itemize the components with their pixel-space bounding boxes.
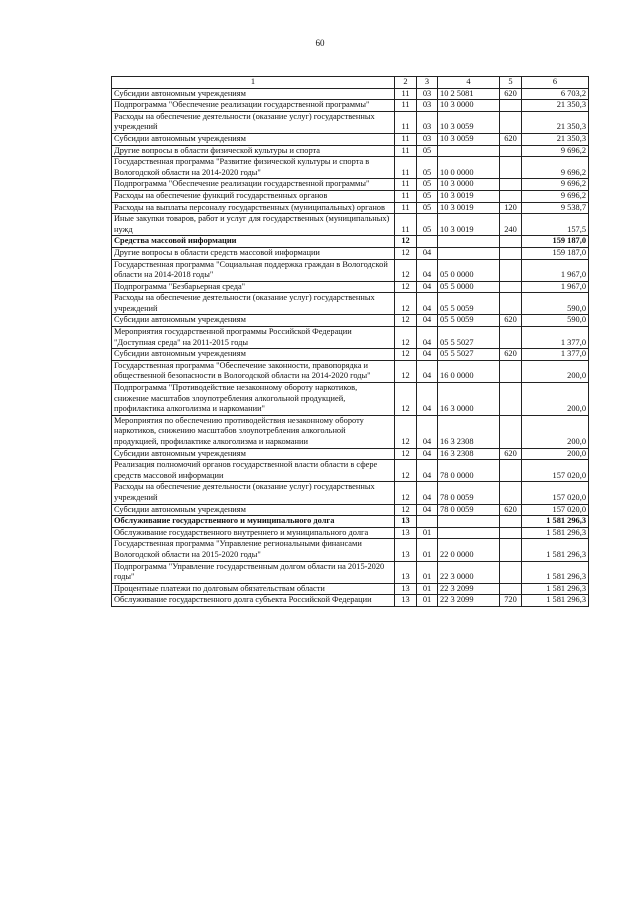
row-section-cell: 12 (395, 247, 417, 259)
row-subsection-cell: 04 (417, 460, 438, 482)
row-section-cell: 12 (395, 315, 417, 327)
row-subsection-cell (417, 516, 438, 528)
row-name-cell: Процентные платежи по долговым обязательствам области (112, 583, 395, 595)
row-expense-type-cell (500, 281, 522, 293)
row-amount-cell: 21 350,3 (522, 100, 589, 112)
row-amount-cell: 1 581 296,3 (522, 527, 589, 539)
table-body (112, 88, 589, 606)
table-row (112, 349, 589, 361)
row-name-cell: Средства массовой информации (112, 236, 395, 248)
row-amount-cell: 6 703,2 (522, 88, 589, 100)
row-subsection-cell: 04 (417, 482, 438, 504)
row-amount-cell: 157,5 (522, 214, 589, 236)
row-subsection-cell: 01 (417, 561, 438, 583)
table-row (112, 383, 589, 416)
row-amount-cell: 9 696,2 (522, 145, 589, 157)
row-target-article-cell: 78 0 0000 (438, 460, 500, 482)
row-expense-type-cell (500, 327, 522, 349)
table-row (112, 100, 589, 112)
row-amount-cell: 157 020,0 (522, 482, 589, 504)
table-row (112, 88, 589, 100)
table-row (112, 448, 589, 460)
row-name-cell: Подпрограмма "Противодействие незаконному обороту наркотиков, снижение масштабов злоупотребления алкогольной продукцией, профилактика алкоголизма и наркомании" (112, 383, 395, 416)
table-row (112, 482, 589, 504)
row-amount-cell: 590,0 (522, 293, 589, 315)
row-subsection-cell: 04 (417, 504, 438, 516)
row-subsection-cell: 04 (417, 281, 438, 293)
row-target-article-cell: 05 5 0059 (438, 315, 500, 327)
row-expense-type-cell: 620 (500, 349, 522, 361)
row-target-article-cell: 16 3 2308 (438, 415, 500, 448)
row-amount-cell: 590,0 (522, 315, 589, 327)
row-target-article-cell: 16 0 0000 (438, 360, 500, 382)
row-target-article-cell: 22 3 0000 (438, 561, 500, 583)
row-subsection-cell: 04 (417, 247, 438, 259)
table-header-row (112, 77, 589, 89)
row-expense-type-cell (500, 293, 522, 315)
row-target-article-cell: 10 3 0019 (438, 190, 500, 202)
table-row (112, 202, 589, 214)
row-name-cell: Подпрограмма "Обеспечение реализации государственной программы" (112, 100, 395, 112)
row-target-article-cell: 10 3 0059 (438, 111, 500, 133)
row-amount-cell: 159 187,0 (522, 247, 589, 259)
row-target-article-cell: 78 0 0059 (438, 482, 500, 504)
row-target-article-cell: 10 3 0019 (438, 214, 500, 236)
row-name-cell: Расходы на обеспечение деятельности (оказание услуг) государственных учреждений (112, 482, 395, 504)
row-subsection-cell: 01 (417, 583, 438, 595)
row-name-cell: Расходы на обеспечение деятельности (оказание услуг) государственных учреждений (112, 111, 395, 133)
row-subsection-cell: 04 (417, 315, 438, 327)
row-name-cell: Государственная программа "Управление региональными финансами Вологодской области на 2015-2020 годы" (112, 539, 395, 561)
row-section-cell: 12 (395, 383, 417, 416)
row-expense-type-cell: 620 (500, 88, 522, 100)
row-subsection-cell: 04 (417, 415, 438, 448)
row-expense-type-cell (500, 460, 522, 482)
row-amount-cell: 1 581 296,3 (522, 595, 589, 607)
row-section-cell: 13 (395, 583, 417, 595)
row-name-cell: Другие вопросы в области физической культуры и спорта (112, 145, 395, 157)
table-row (112, 214, 589, 236)
row-section-cell: 11 (395, 157, 417, 179)
row-expense-type-cell (500, 539, 522, 561)
row-target-article-cell: 05 0 0000 (438, 259, 500, 281)
row-subsection-cell: 03 (417, 111, 438, 133)
row-amount-cell: 200,0 (522, 383, 589, 416)
row-section-cell: 11 (395, 179, 417, 191)
row-section-cell: 13 (395, 516, 417, 528)
row-subsection-cell: 01 (417, 527, 438, 539)
row-name-cell: Подпрограмма "Безбарьерная среда" (112, 281, 395, 293)
row-name-cell: Субсидии автономным учреждениям (112, 349, 395, 361)
row-target-article-cell: 22 3 2099 (438, 583, 500, 595)
row-section-cell: 12 (395, 360, 417, 382)
row-expense-type-cell: 620 (500, 504, 522, 516)
row-amount-cell: 21 350,3 (522, 133, 589, 145)
table-row (112, 327, 589, 349)
row-expense-type-cell (500, 516, 522, 528)
row-section-cell: 13 (395, 595, 417, 607)
row-section-cell: 12 (395, 236, 417, 248)
row-amount-cell: 1 581 296,3 (522, 539, 589, 561)
row-amount-cell: 1 581 296,3 (522, 516, 589, 528)
row-amount-cell: 1 377,0 (522, 327, 589, 349)
row-target-article-cell (438, 145, 500, 157)
row-target-article-cell (438, 247, 500, 259)
row-expense-type-cell (500, 145, 522, 157)
row-name-cell: Другие вопросы в области средств массовой информации (112, 247, 395, 259)
row-amount-cell: 9 696,2 (522, 179, 589, 191)
row-section-cell: 11 (395, 190, 417, 202)
row-subsection-cell: 04 (417, 349, 438, 361)
row-subsection-cell: 05 (417, 179, 438, 191)
row-amount-cell: 200,0 (522, 415, 589, 448)
row-name-cell: Государственная программа "Социальная поддержка граждан в Вологодской области на 2014-2018 годы" (112, 259, 395, 281)
row-target-article-cell (438, 236, 500, 248)
row-expense-type-cell (500, 415, 522, 448)
row-subsection-cell: 04 (417, 448, 438, 460)
table-row (112, 236, 589, 248)
row-expense-type-cell (500, 583, 522, 595)
row-name-cell: Государственная программа "Развитие физической культуры и спорта в Вологодской области на 2014-2020 годы" (112, 157, 395, 179)
table-row (112, 315, 589, 327)
row-target-article-cell: 05 5 0059 (438, 293, 500, 315)
row-expense-type-cell (500, 482, 522, 504)
row-expense-type-cell (500, 561, 522, 583)
row-name-cell: Расходы на выплаты персоналу государственных (муниципальных) органов (112, 202, 395, 214)
row-subsection-cell: 03 (417, 100, 438, 112)
column-header-name: 1 (112, 77, 395, 89)
row-amount-cell: 200,0 (522, 360, 589, 382)
row-target-article-cell: 16 3 2308 (438, 448, 500, 460)
row-target-article-cell: 22 0 0000 (438, 539, 500, 561)
row-subsection-cell: 04 (417, 360, 438, 382)
table-row (112, 157, 589, 179)
table-row (112, 583, 589, 595)
row-target-article-cell: 05 5 5027 (438, 327, 500, 349)
row-subsection-cell: 05 (417, 214, 438, 236)
row-target-article-cell (438, 527, 500, 539)
row-amount-cell: 1 581 296,3 (522, 561, 589, 583)
row-amount-cell: 1 581 296,3 (522, 583, 589, 595)
row-target-article-cell: 10 2 5081 (438, 88, 500, 100)
row-section-cell: 13 (395, 527, 417, 539)
row-expense-type-cell (500, 383, 522, 416)
column-header-expense-type: 5 (500, 77, 522, 89)
row-subsection-cell (417, 236, 438, 248)
row-section-cell: 11 (395, 133, 417, 145)
row-section-cell: 12 (395, 460, 417, 482)
row-subsection-cell: 04 (417, 383, 438, 416)
row-section-cell: 13 (395, 539, 417, 561)
row-section-cell: 12 (395, 281, 417, 293)
row-target-article-cell: 78 0 0059 (438, 504, 500, 516)
row-name-cell: Субсидии автономным учреждениям (112, 504, 395, 516)
table-row (112, 133, 589, 145)
table-row (112, 504, 589, 516)
row-subsection-cell: 05 (417, 202, 438, 214)
row-amount-cell: 21 350,3 (522, 111, 589, 133)
row-target-article-cell: 05 5 5027 (438, 349, 500, 361)
row-target-article-cell: 10 0 0000 (438, 157, 500, 179)
row-expense-type-cell (500, 100, 522, 112)
row-target-article-cell: 16 3 0000 (438, 383, 500, 416)
row-section-cell: 11 (395, 100, 417, 112)
row-expense-type-cell: 620 (500, 315, 522, 327)
row-amount-cell: 157 020,0 (522, 460, 589, 482)
row-name-cell: Субсидии автономным учреждениям (112, 133, 395, 145)
row-target-article-cell: 22 3 2099 (438, 595, 500, 607)
row-section-cell: 11 (395, 88, 417, 100)
row-expense-type-cell (500, 360, 522, 382)
table-row (112, 259, 589, 281)
row-amount-cell: 9 696,2 (522, 190, 589, 202)
row-target-article-cell: 10 3 0000 (438, 100, 500, 112)
row-amount-cell: 157 020,0 (522, 504, 589, 516)
table-row (112, 360, 589, 382)
row-section-cell: 12 (395, 504, 417, 516)
row-name-cell: Субсидии автономным учреждениям (112, 448, 395, 460)
column-header-subsection: 3 (417, 77, 438, 89)
table-row (112, 527, 589, 539)
row-amount-cell: 1 377,0 (522, 349, 589, 361)
row-target-article-cell: 10 3 0000 (438, 179, 500, 191)
row-name-cell: Государственная программа "Обеспечение законности, правопорядка и общественной безопасности в Вологодской области на 2014-2020 годы" (112, 360, 395, 382)
row-amount-cell: 1 967,0 (522, 259, 589, 281)
row-section-cell: 12 (395, 415, 417, 448)
row-amount-cell: 9 696,2 (522, 157, 589, 179)
row-expense-type-cell: 120 (500, 202, 522, 214)
table-row (112, 415, 589, 448)
row-expense-type-cell (500, 111, 522, 133)
row-subsection-cell: 05 (417, 157, 438, 179)
row-section-cell: 11 (395, 145, 417, 157)
row-target-article-cell: 10 3 0059 (438, 133, 500, 145)
row-subsection-cell: 04 (417, 293, 438, 315)
row-expense-type-cell (500, 157, 522, 179)
row-section-cell: 11 (395, 202, 417, 214)
row-section-cell: 12 (395, 482, 417, 504)
row-name-cell: Обслуживание государственного и муниципального долга (112, 516, 395, 528)
row-section-cell: 13 (395, 561, 417, 583)
row-name-cell: Реализация полномочий органов государственной власти области в сфере средств массовой информации (112, 460, 395, 482)
table-row (112, 516, 589, 528)
row-target-article-cell (438, 516, 500, 528)
table-row (112, 190, 589, 202)
row-amount-cell: 200,0 (522, 448, 589, 460)
row-expense-type-cell (500, 190, 522, 202)
budget-table (111, 76, 589, 607)
row-name-cell: Иные закупки товаров, работ и услуг для государственных (муниципальных) нужд (112, 214, 395, 236)
row-target-article-cell: 05 5 0000 (438, 281, 500, 293)
row-section-cell: 12 (395, 259, 417, 281)
row-expense-type-cell: 240 (500, 214, 522, 236)
row-name-cell: Подпрограмма "Обеспечение реализации государственной программы" (112, 179, 395, 191)
row-name-cell: Субсидии автономным учреждениям (112, 88, 395, 100)
row-name-cell: Подпрограмма "Управление государственным долгом области на 2015-2020 годы" (112, 561, 395, 583)
row-expense-type-cell (500, 179, 522, 191)
row-subsection-cell: 01 (417, 539, 438, 561)
column-header-section: 2 (395, 77, 417, 89)
row-expense-type-cell (500, 527, 522, 539)
row-subsection-cell: 05 (417, 145, 438, 157)
row-expense-type-cell: 720 (500, 595, 522, 607)
row-amount-cell: 159 187,0 (522, 236, 589, 248)
page-number: 60 (315, 38, 325, 48)
row-subsection-cell: 03 (417, 88, 438, 100)
table-row (112, 111, 589, 133)
row-expense-type-cell (500, 247, 522, 259)
row-subsection-cell: 05 (417, 190, 438, 202)
table-row (112, 281, 589, 293)
column-header-target-article: 4 (438, 77, 500, 89)
row-section-cell: 12 (395, 349, 417, 361)
row-section-cell: 12 (395, 327, 417, 349)
row-subsection-cell: 01 (417, 595, 438, 607)
row-section-cell: 12 (395, 293, 417, 315)
table-row (112, 247, 589, 259)
row-expense-type-cell: 620 (500, 448, 522, 460)
row-section-cell: 11 (395, 111, 417, 133)
row-section-cell: 11 (395, 214, 417, 236)
table-row (112, 561, 589, 583)
row-target-article-cell: 10 3 0019 (438, 202, 500, 214)
table-row (112, 595, 589, 607)
table-row (112, 179, 589, 191)
row-expense-type-cell (500, 259, 522, 281)
row-amount-cell: 1 967,0 (522, 281, 589, 293)
row-subsection-cell: 04 (417, 259, 438, 281)
row-name-cell: Расходы на обеспечение деятельности (оказание услуг) государственных учреждений (112, 293, 395, 315)
table-row (112, 539, 589, 561)
row-name-cell: Мероприятия по обеспечению противодействия незаконному обороту наркотиков, снижению масштабов злоупотребления алкогольной продукцией, профилактике алкоголизма и наркомании (112, 415, 395, 448)
column-header-amount: 6 (522, 77, 589, 89)
row-expense-type-cell: 620 (500, 133, 522, 145)
row-name-cell: Обслуживание государственного внутреннего и муниципального долга (112, 527, 395, 539)
row-name-cell: Расходы на обеспечение функций государственных органов (112, 190, 395, 202)
row-subsection-cell: 04 (417, 327, 438, 349)
row-subsection-cell: 03 (417, 133, 438, 145)
row-name-cell: Обслуживание государственного долга субъекта Российской Федерации (112, 595, 395, 607)
table-row (112, 460, 589, 482)
table-row (112, 293, 589, 315)
row-name-cell: Субсидии автономным учреждениям (112, 315, 395, 327)
row-expense-type-cell (500, 236, 522, 248)
row-name-cell: Мероприятия государственной программы Российской Федерации "Доступная среда" на 2011-2015 годы (112, 327, 395, 349)
row-amount-cell: 9 538,7 (522, 202, 589, 214)
table-row (112, 145, 589, 157)
row-section-cell: 12 (395, 448, 417, 460)
